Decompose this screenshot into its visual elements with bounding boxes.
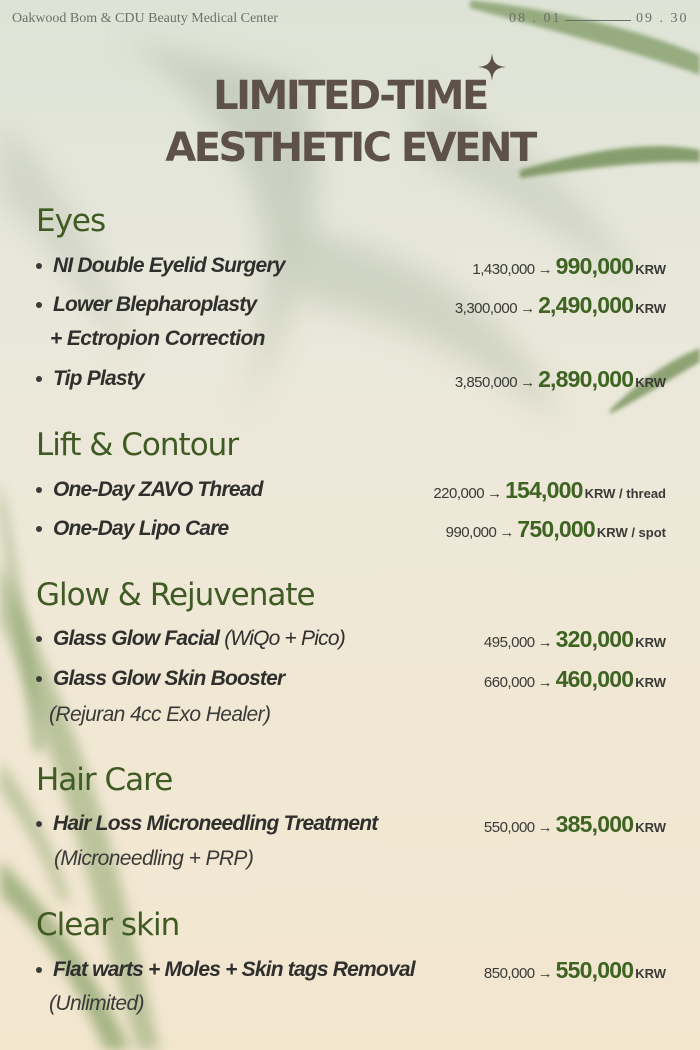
bullet	[36, 487, 42, 493]
price-unit: KRW	[635, 301, 666, 316]
arrow-icon: →	[487, 485, 503, 502]
price-unit: KRW	[635, 262, 666, 277]
price	[446, 514, 666, 548]
list-item	[0, 624, 700, 654]
original-price: 1,430,000	[472, 261, 535, 278]
price	[433, 475, 666, 509]
date-range-line	[565, 20, 631, 21]
bullet	[36, 636, 42, 642]
treatment-name	[53, 624, 345, 654]
treatment-name: One-Day ZAVO Thread	[53, 478, 263, 501]
treatment-name-continuation: + Ectropion Correction	[50, 327, 265, 350]
original-price: 850,000	[483, 965, 535, 982]
section-title-lift-contour: Lift & Contour	[36, 427, 239, 463]
bullet	[36, 263, 42, 269]
list-item	[0, 955, 700, 985]
treatment-note: (Unlimited)	[49, 992, 144, 1015]
list-item	[0, 809, 700, 839]
price-unit: KRW / thread	[584, 486, 666, 501]
sale-price: 2,490,000	[538, 292, 634, 318]
price	[484, 955, 666, 989]
arrow-icon: →	[537, 965, 553, 982]
price	[455, 290, 666, 324]
price-unit: KRW	[635, 966, 666, 981]
original-price: 3,850,000	[454, 374, 518, 391]
bullet	[36, 302, 42, 308]
arrow-icon: →	[520, 374, 536, 391]
sparkle-icon	[478, 53, 506, 81]
event-end-date: 09 . 30	[636, 11, 689, 26]
price	[455, 364, 666, 398]
treatment-name: Hair Loss Microneedling Treatment	[53, 812, 378, 835]
event-title-line-1: LIMITED-TIME	[213, 73, 487, 119]
list-item	[0, 364, 700, 394]
treatment-note: (Microneedling + PRP)	[54, 847, 254, 870]
original-price: 990,000	[445, 524, 497, 541]
section-title-clear-skin: Clear skin	[36, 907, 180, 943]
price-unit: KRW / spot	[596, 525, 666, 540]
list-item	[0, 514, 700, 544]
sale-price: 550,000	[555, 957, 634, 983]
sale-price: 320,000	[555, 626, 634, 652]
bullet	[36, 526, 42, 532]
sale-price: 750,000	[517, 516, 595, 542]
section-title-eyes: Eyes	[36, 203, 106, 239]
arrow-icon: →	[537, 819, 553, 836]
treatment-name: Tip Plasty	[53, 367, 144, 390]
treatment-name: NI Double Eyelid Surgery	[53, 254, 285, 277]
price-unit: KRW	[635, 675, 666, 690]
sale-price: 154,000	[505, 477, 583, 503]
price	[484, 809, 666, 843]
arrow-icon: →	[520, 300, 536, 317]
original-price: 3,300,000	[454, 300, 518, 317]
clinic-name: Oakwood Bom & CDU Beauty Medical Center	[12, 11, 278, 26]
treatment-name: Lower Blepharoplasty	[53, 293, 257, 316]
treatment-name: Flat warts + Moles + Skin tags Removal	[53, 958, 415, 981]
price	[484, 624, 666, 658]
list-item	[0, 664, 700, 694]
sale-price: 385,000	[555, 811, 634, 837]
price-unit: KRW	[635, 635, 666, 650]
price	[472, 251, 666, 285]
bullet	[36, 967, 42, 973]
arrow-icon: →	[537, 634, 553, 651]
original-price: 495,000	[483, 634, 535, 651]
bullet	[36, 676, 42, 682]
treatment-note: (Rejuran 4cc Exo Healer)	[49, 703, 271, 726]
list-item	[0, 251, 700, 281]
list-item	[0, 290, 700, 320]
treatment-name: One-Day Lipo Care	[53, 517, 229, 540]
arrow-icon: →	[537, 674, 553, 691]
price	[484, 664, 666, 698]
section-title-glow-rejuvenate: Glow & Rejuvenate	[36, 577, 315, 613]
event-title-line-2: AESTHETIC EVENT	[165, 125, 535, 171]
sale-price: 460,000	[555, 666, 634, 692]
section-title-hair-care: Hair Care	[36, 762, 173, 798]
sale-price: 2,890,000	[538, 366, 634, 392]
treatment-note: (WiQo + Pico)	[224, 627, 345, 650]
list-item	[0, 475, 700, 505]
price-unit: KRW	[635, 820, 666, 835]
treatment-name: Glass Glow Skin Booster	[53, 667, 285, 690]
price-unit: KRW	[635, 375, 666, 390]
arrow-icon: →	[499, 524, 515, 541]
treatment-name-text: Glass Glow Facial	[53, 627, 220, 650]
original-price: 220,000	[433, 485, 485, 502]
original-price: 660,000	[483, 674, 535, 691]
bullet	[36, 376, 42, 382]
arrow-icon: →	[537, 261, 553, 278]
original-price: 550,000	[483, 819, 535, 836]
event-start-date: 08 . 01	[509, 11, 562, 26]
sale-price: 990,000	[555, 253, 634, 279]
bullet	[36, 821, 42, 827]
